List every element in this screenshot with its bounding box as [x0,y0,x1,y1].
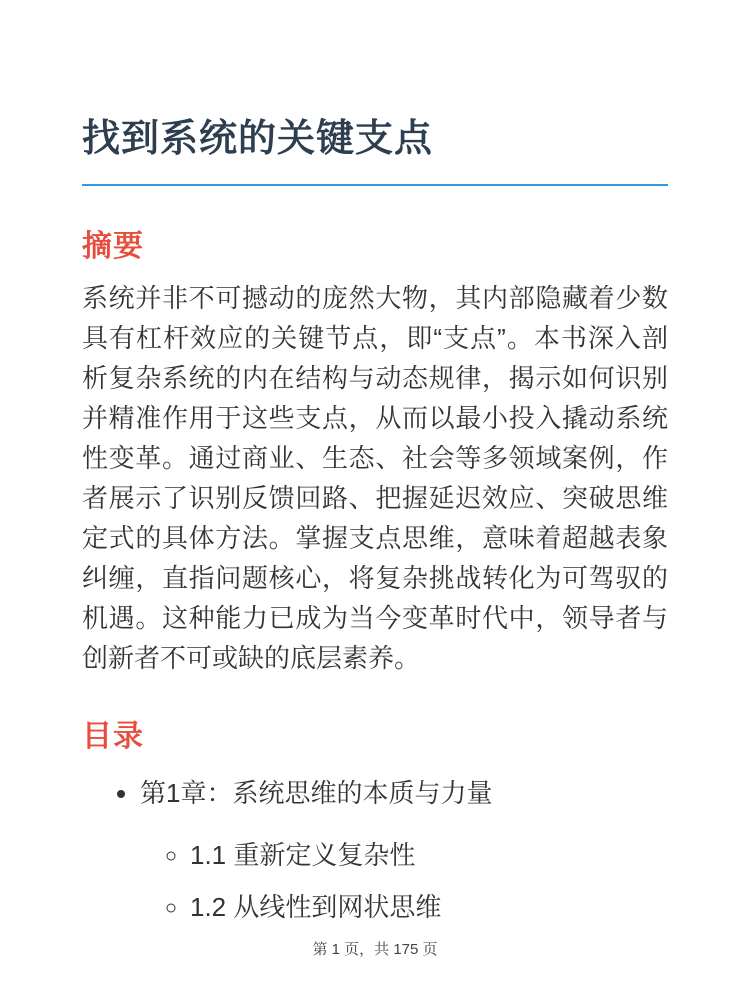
toc-section-item: ◦ 1.1 重新定义复杂性 [190,837,668,873]
abstract-heading: 摘要 [82,230,144,263]
toc-section-item: ◦ 1.2 从线性到网状思维 [190,889,668,925]
toc-heading: 目录 [82,720,144,753]
title-divider [82,184,668,186]
toc-chapter-item [140,775,668,925]
toc-sublist [140,837,668,925]
toc-list [82,775,668,925]
abstract-text: 系统并非不可撼动的庞然大物，其内部隐藏着少数具有杠杆效应的关键节点，即“支点”。本书深入剖析复杂系统的内在结构与动态规律，揭示如何识别并精准作用于这些支点，从而以最小投入撬动系统性变革。通过商业、生态、社会等多领域案例，作者展示了识别反馈回路、把握延迟效应、突破思维定式的具体方法。掌握支点思维，意味着超越表象纠缠，直指问题核心，将复杂挑战转化为可驾驭的机遇。这种能力已成为当今变革时代中，领导者与创新者不可或缺的底层素养。 [82,283,668,673]
page-title: 找到系统的关键支点 [82,118,434,160]
toc-chapter-label: 第1章：系统思维的本质与力量 [140,778,493,808]
page-number: 第 1 页，共 175 页 [312,941,438,958]
